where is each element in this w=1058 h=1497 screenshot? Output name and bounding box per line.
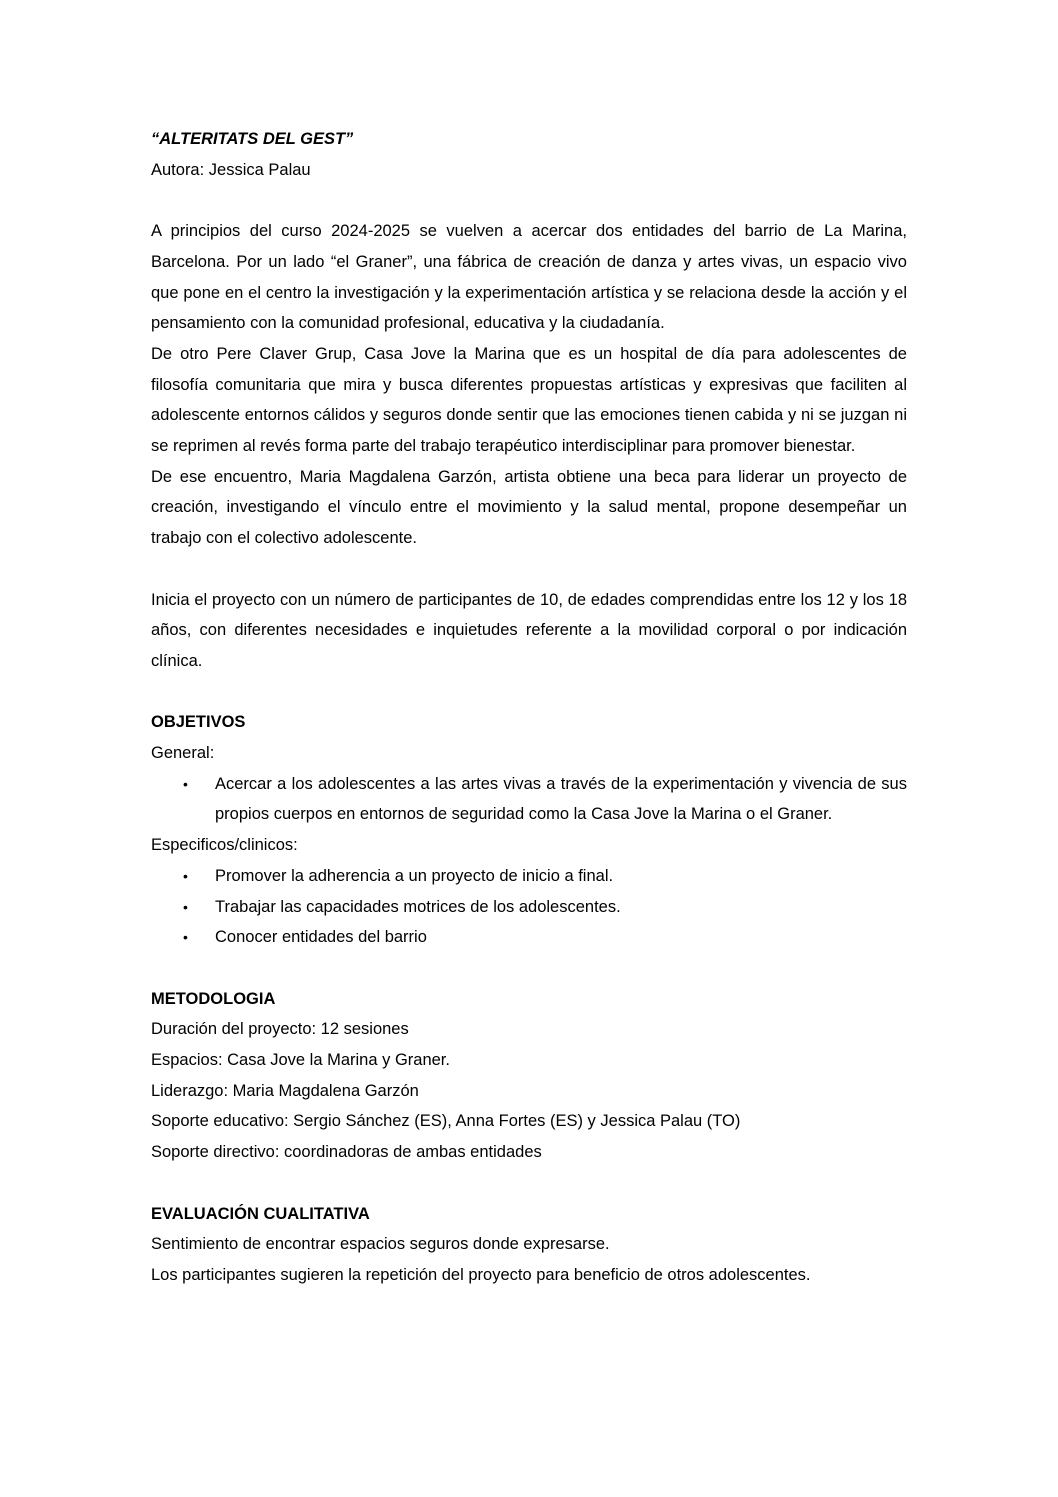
objetivos-heading: OBJETIVOS xyxy=(151,713,246,732)
evaluacion-line: Sentimiento de encontrar espacios seguros donde expresarse. xyxy=(151,1235,610,1254)
intro-paragraph-1: A principios del curso 2024-2025 se vuelven a acercar dos entidades del barrio de La Marina, Barcelona. Por un lado “el Graner”, una fábrica de creación de danza y artes vivas, un espacio vivo que pone en el centro la investigación y la experimentación artística y se relaciona desde la acción y el pensamiento con la comunidad profesional, educativa y la ciudadanía. xyxy=(151,222,907,333)
evaluacion-line: Los participantes sugieren la repetición del proyecto para beneficio de otros adolescentes. xyxy=(151,1265,811,1284)
document-page xyxy=(151,124,907,1291)
metodologia-line: Soporte directivo: coordinadoras de ambas entidades xyxy=(151,1143,542,1162)
specific-list xyxy=(151,861,907,953)
general-list xyxy=(151,769,907,830)
document-title: “ALTERITATS DEL GEST” xyxy=(151,130,354,148)
metodologia-line: Liderazgo: Maria Magdalena Garzón xyxy=(151,1081,419,1100)
general-label: General: xyxy=(151,744,215,763)
author-line: Autora: Jessica Palau xyxy=(151,160,311,179)
list-item: • Acercar a los adolescentes a las artes vivas a través de la experimentación y vivencia de sus propios cuerpos en entornos de seguridad como la Casa Jove la Marina o el Graner. xyxy=(151,769,907,830)
spacer xyxy=(151,953,907,984)
list-item: • Trabajar las capacidades motrices de los adolescentes. xyxy=(151,892,907,923)
specific-label: Especificos/clinicos: xyxy=(151,836,298,855)
spacer xyxy=(151,185,907,216)
spacer xyxy=(151,554,907,585)
metodologia-line: Duración del proyecto: 12 sesiones xyxy=(151,1020,409,1039)
spacer xyxy=(151,1168,907,1199)
metodologia-line: Soporte educativo: Sergio Sánchez (ES), Anna Fortes (ES) y Jessica Palau (TO) xyxy=(151,1112,741,1131)
intro-paragraph-2: De otro Pere Claver Grup, Casa Jove la Marina que es un hospital de día para adolescentes de filosofía comunitaria que mira y busca diferentes propuestas artísticas y expresivas que faciliten al adolescente entornos cálidos y seguros donde sentir que las emociones tienen cabida y ni se juzgan ni se reprimen al revés forma parte del trabajo terapéutico interdisciplinar para promover bienestar. xyxy=(151,344,907,456)
metodologia-line: Espacios: Casa Jove la Marina y Graner. xyxy=(151,1051,450,1070)
list-item: • Promover la adherencia a un proyecto de inicio a final. xyxy=(151,861,907,892)
intro-paragraph-4: Inicia el proyecto con un número de participantes de 10, de edades comprendidas entre los 12 y los 18 años, con diferentes necesidades e inquietudes referente a la movilidad corporal o por indicación clínica. xyxy=(151,590,907,670)
evaluacion-heading: EVALUACIÓN CUALITATIVA xyxy=(151,1204,370,1223)
list-item: • Conocer entidades del barrio xyxy=(151,922,907,953)
metodologia-heading: METODOLOGIA xyxy=(151,989,276,1008)
intro-paragraph-3: De ese encuentro, Maria Magdalena Garzón, artista obtiene una beca para liderar un proyecto de creación, investigando el vínculo entre el movimiento y la salud mental, propone desempeñar un trabajo con el colectivo adolescente. xyxy=(151,467,907,548)
spacer xyxy=(151,677,907,708)
